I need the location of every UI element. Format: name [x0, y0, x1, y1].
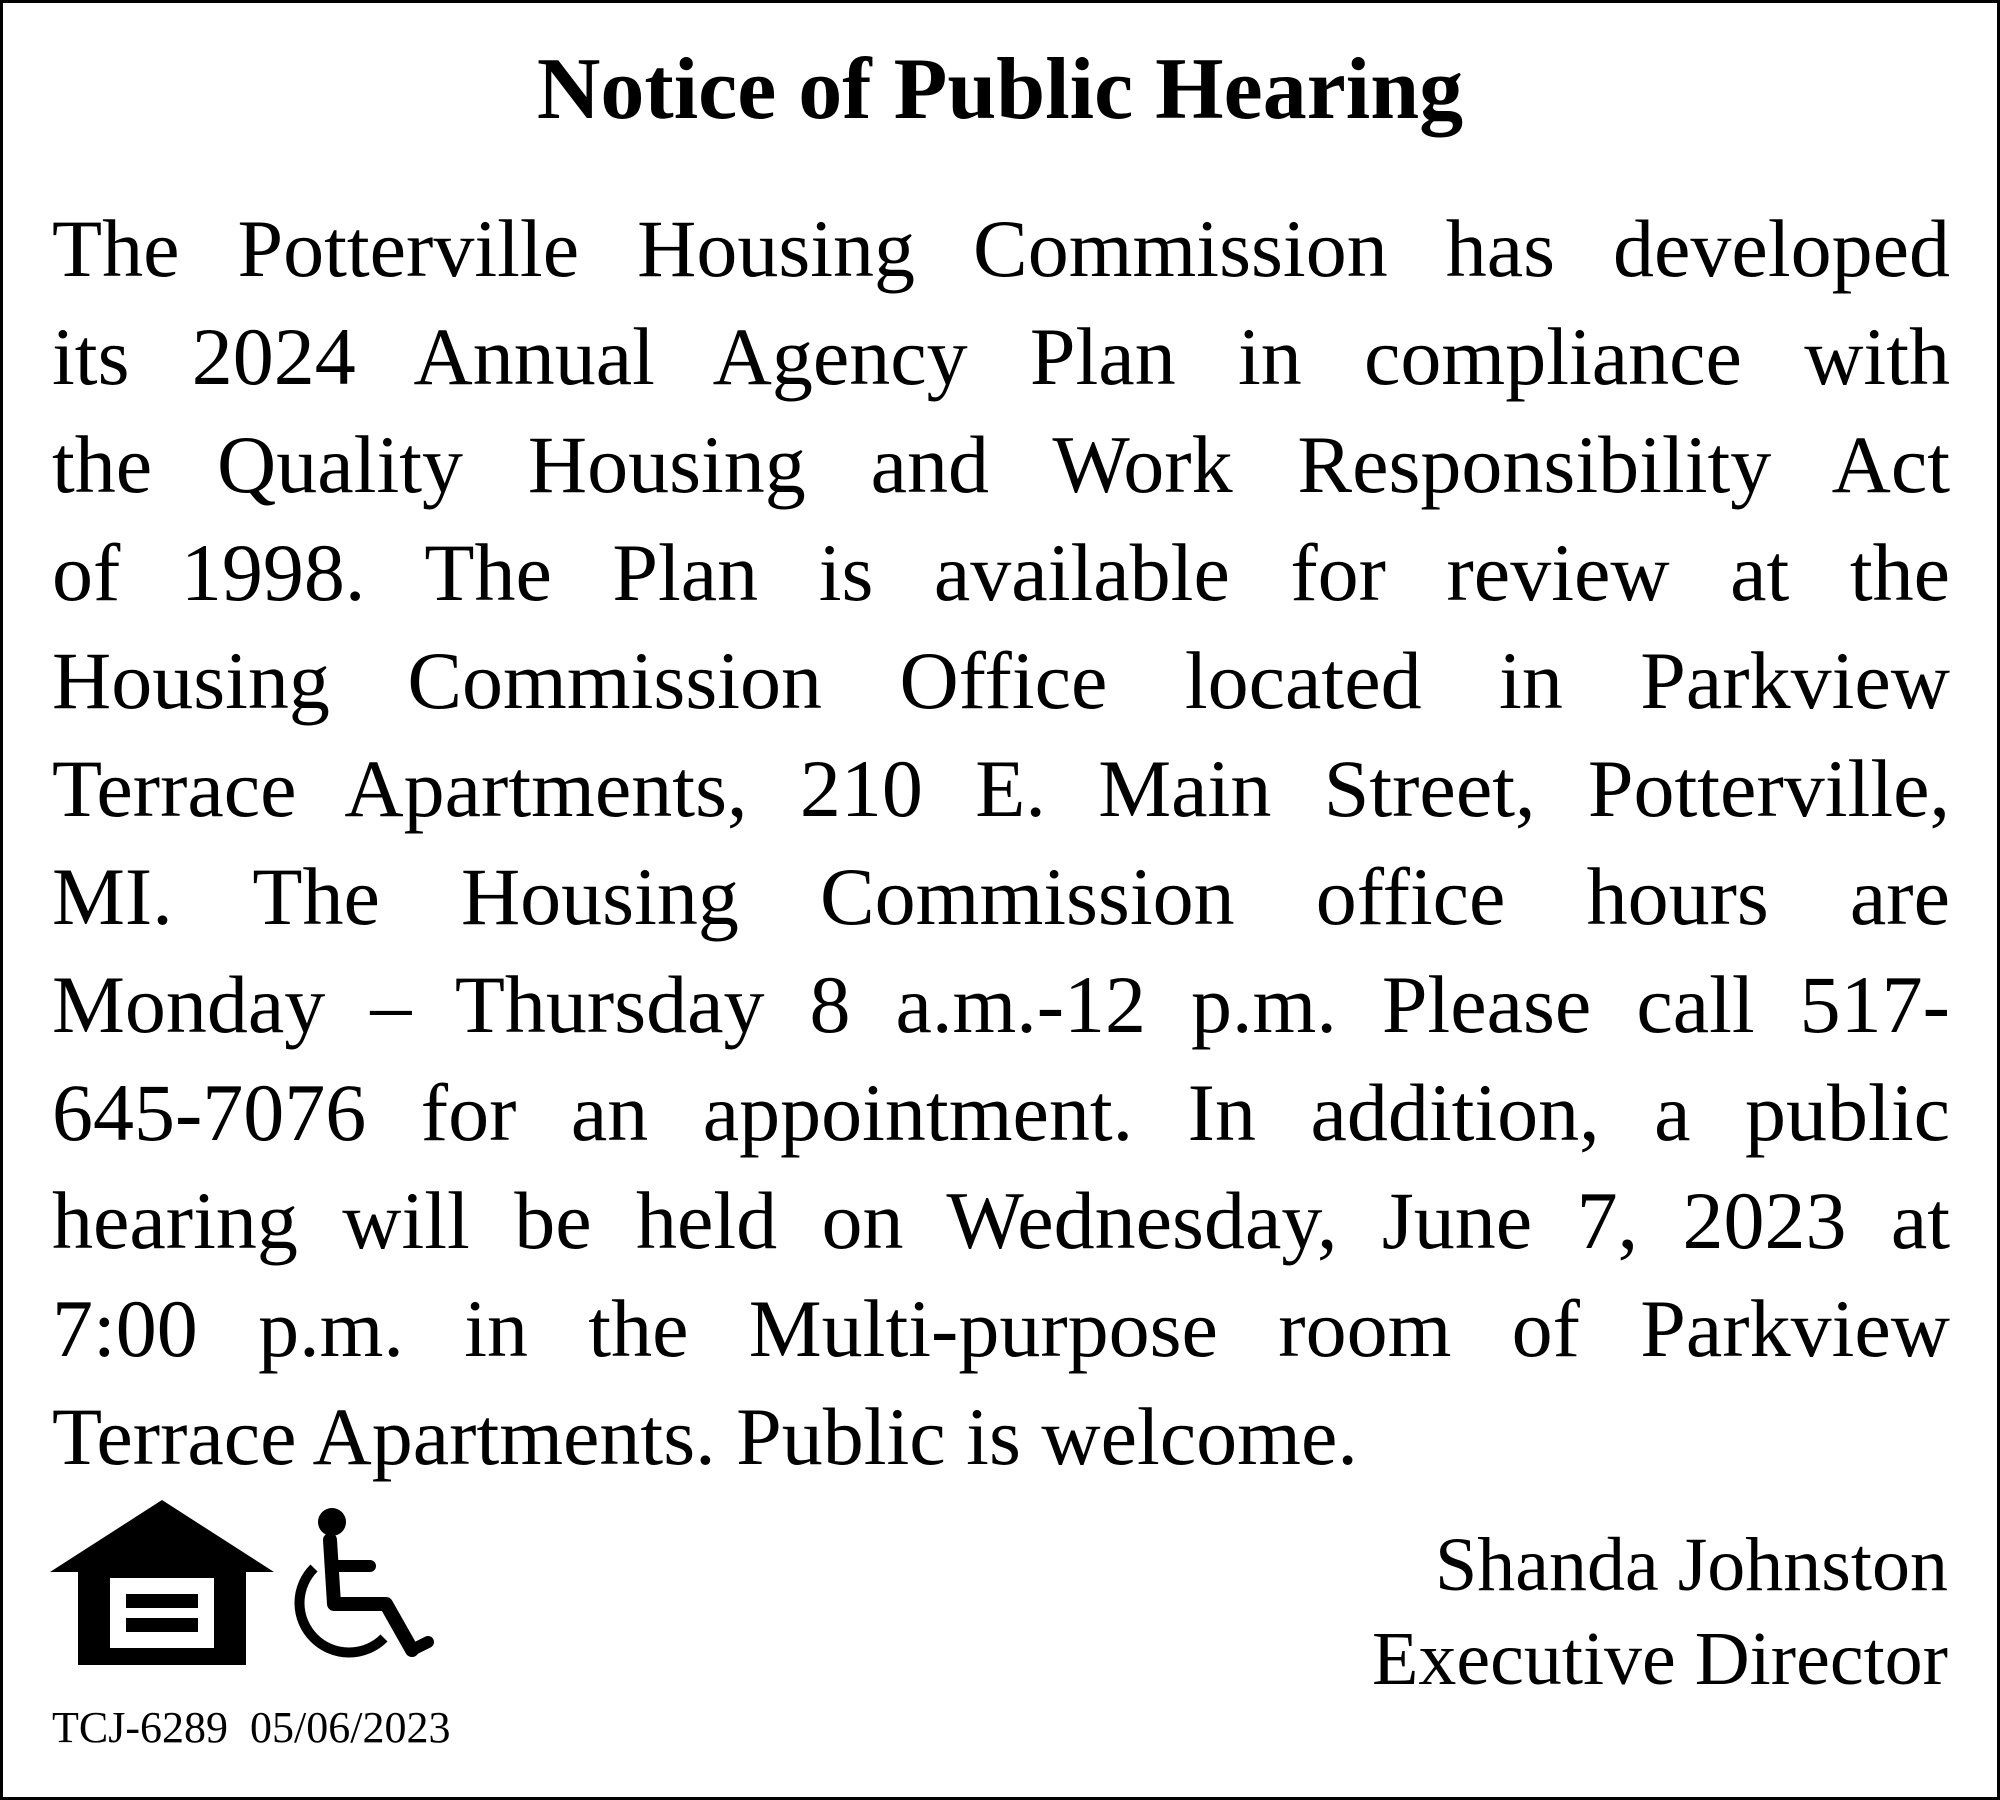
signature-role: Executive Director — [1371, 1617, 1948, 1701]
body-line: Monday – Thursday 8 a.m.-12 p.m. Please call 517- — [52, 959, 1950, 1050]
notice-title: Notice of Public Hearing — [536, 41, 1464, 138]
body-line: of 1998. The Plan is available for review at the — [52, 527, 1950, 618]
body-line: Terrace Apartments. Public is welcome. — [52, 1391, 1358, 1482]
signature-block — [1372, 1518, 1948, 1706]
body-line: MI. The Housing Commission office hours are — [52, 851, 1950, 942]
body-line: Housing Commission Office located in Parkview — [52, 635, 1950, 726]
notice-body — [52, 195, 1950, 1491]
reference-code: TCJ-6289 05/06/2023 — [52, 1703, 451, 1752]
logo-group — [50, 1500, 450, 1670]
equal-housing-opportunity-icon — [50, 1500, 274, 1665]
body-line: Terrace Apartments, 210 E. Main Street, Potterville, — [52, 743, 1950, 834]
body-line: hearing will be held on Wednesday, June 7, 2023 at — [52, 1175, 1950, 1266]
body-line: its 2024 Annual Agency Plan in compliance with — [52, 311, 1950, 402]
body-line: the Quality Housing and Work Responsibility Act — [52, 419, 1950, 510]
wheelchair-accessible-icon — [290, 1504, 440, 1669]
body-line: 7:00 p.m. in the Multi-purpose room of Parkview — [52, 1283, 1950, 1374]
body-line: The Potterville Housing Commission has developed — [52, 203, 1950, 294]
signature-name: Shanda Johnston — [1435, 1523, 1948, 1607]
body-line: 645-7076 for an appointment. In addition, a public — [52, 1067, 1950, 1158]
